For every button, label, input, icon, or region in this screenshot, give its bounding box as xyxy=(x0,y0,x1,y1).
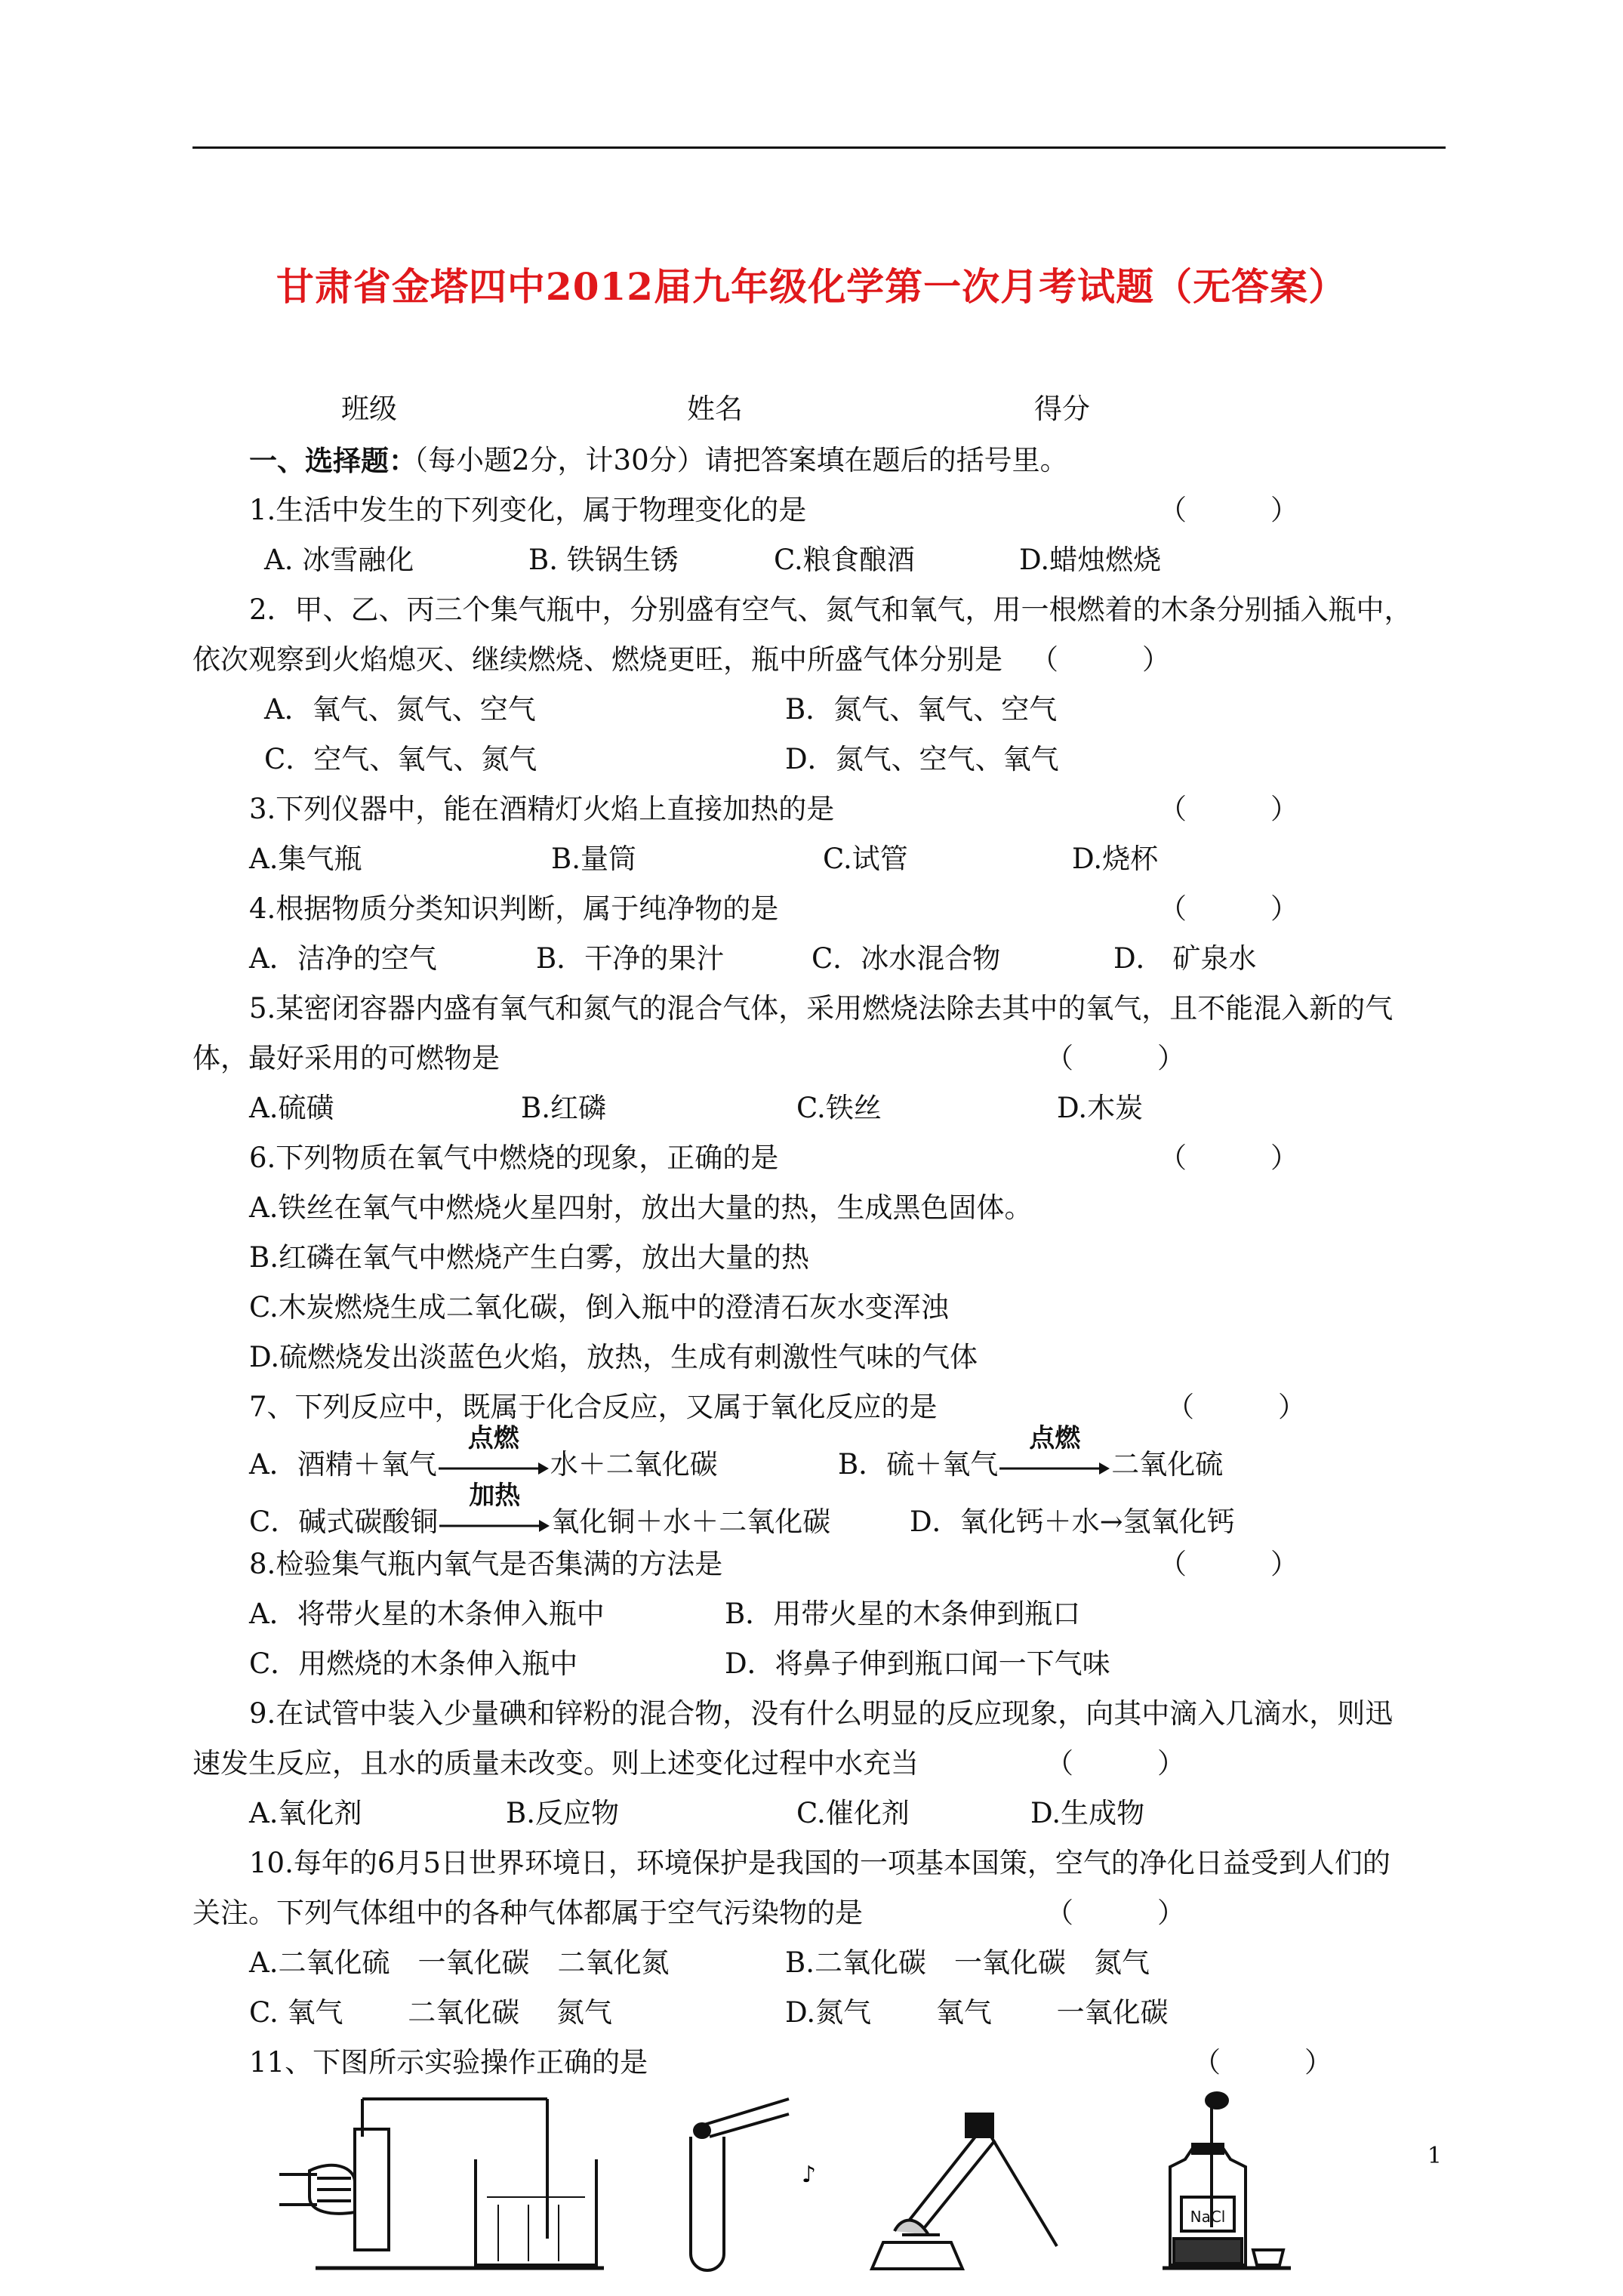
q2-answer-bracket: （ ） xyxy=(1030,643,1170,676)
q7-answer-bracket: （ ） xyxy=(1166,1391,1306,1423)
page-number: 1 xyxy=(1427,2143,1442,2169)
q1-answer-bracket: （ ） xyxy=(1159,494,1298,526)
section-note: （每小题2分，计30分）请把答案填在题后的括号里。 xyxy=(400,444,1068,476)
q7-a-right: 水＋二氧化碳 xyxy=(550,1448,718,1481)
section-title: 一、选择题： xyxy=(249,444,417,477)
q3-option-b: B.量筒 xyxy=(551,843,636,875)
exam-title: 甘肃省金塔四中2012届九年级化学第一次月考试题（无答案） xyxy=(276,264,1347,309)
name-label: 姓名 xyxy=(687,393,743,425)
q7-option-b xyxy=(838,1422,1224,1484)
class-label: 班级 xyxy=(341,393,397,425)
q7-a-left: A．酒精＋氧气 xyxy=(249,1448,437,1481)
q10-stem1: 10.每年的6月5日世界环境日，环境保护是我国的一项基本国策，空气的净化日益受到人们的 xyxy=(249,1847,1390,1879)
score-label: 得分 xyxy=(1034,393,1090,425)
airtightness-check-figure xyxy=(279,2099,604,2268)
nacl-bottle-figure xyxy=(1163,2093,1291,2268)
q3-option-c: C.试管 xyxy=(823,843,908,875)
q2-option-c: C．空气、氧气、氮气 xyxy=(264,743,537,775)
q5-option-d: D.木炭 xyxy=(1057,1092,1144,1124)
q8-option-b: B．用带火星的木条伸到瓶口 xyxy=(725,1598,1081,1630)
q5-option-c: C.铁丝 xyxy=(796,1092,882,1124)
q6-option-b: B.红磷在氧气中燃烧产生白雾，放出大量的热 xyxy=(249,1241,809,1274)
q9-option-b: B.反应物 xyxy=(506,1797,619,1829)
q10-stem2: 关注。下列气体组中的各种气体都属于空气污染物的是 xyxy=(192,1897,863,1929)
q1-option-a: A. 冰雪融化 xyxy=(264,544,414,576)
q2-option-a: A．氧气、氮气、空气 xyxy=(264,693,536,726)
q7-b-condition: 点燃 xyxy=(1029,1422,1081,1453)
reaction-arrow-icon xyxy=(438,1508,551,1541)
q8-stem: 8.检验集气瓶内氧气是否集满的方法是 xyxy=(249,1548,723,1580)
q7-c-arrow xyxy=(438,1480,551,1541)
q7-option-d: D．氧化钙＋水→氢氧化钙 xyxy=(910,1505,1235,1538)
q6-option-d: D.硫燃烧发出淡蓝色火焰，放热，生成有刺激性气味的气体 xyxy=(249,1341,978,1373)
q5-answer-bracket: （ ） xyxy=(1046,1042,1185,1074)
q5-stem2: 体，最好采用的可燃物是 xyxy=(192,1042,500,1074)
header-rule xyxy=(192,146,1446,149)
q8-option-d: D．将鼻子伸到瓶口闻一下气味 xyxy=(725,1647,1110,1680)
q9-answer-bracket: （ ） xyxy=(1046,1747,1185,1780)
q6-option-c: C.木炭燃烧生成二氧化碳，倒入瓶中的澄清石灰水变浑浊 xyxy=(249,1291,949,1324)
q4-option-c: C．冰水混合物 xyxy=(812,942,1001,975)
q10-option-d: D.氮气 氧气 一氧化碳 xyxy=(785,1996,1169,2029)
q11-stem: 11、下图所示实验操作正确的是 xyxy=(249,2046,648,2079)
q10-option-c: C. 氧气 二氧化碳 氮气 xyxy=(249,1996,613,2029)
q4-option-a: A．洁净的空气 xyxy=(249,942,437,975)
q2-option-d: D．氮气、空气、氧气 xyxy=(785,743,1059,775)
q7-option-c xyxy=(249,1480,831,1541)
q7-b-left: B．硫＋氧气 xyxy=(838,1448,999,1481)
stray-mark: ♪ xyxy=(802,2162,817,2188)
q7-c-right: 氧化铜＋水＋二氧化碳 xyxy=(551,1505,831,1538)
heating-test-tube-figure xyxy=(872,2114,1057,2269)
q8-option-c: C．用燃烧的木条伸入瓶中 xyxy=(249,1647,578,1680)
q1-option-d: D.蜡烛燃烧 xyxy=(1019,544,1162,576)
q1-stem: 1.生活中发生的下列变化，属于物理变化的是 xyxy=(249,494,807,526)
q7-c-condition: 加热 xyxy=(469,1480,521,1511)
q9-option-d: D.生成物 xyxy=(1030,1797,1145,1829)
q10-answer-bracket: （ ） xyxy=(1046,1897,1185,1929)
q9-option-c: C.催化剂 xyxy=(796,1797,910,1829)
q7-c-left: C．碱式碳酸铜 xyxy=(249,1505,439,1538)
q9-stem1: 9.在试管中装入少量碘和锌粉的混合物，没有什么明显的反应现象，向其中滴入几滴水，则迅 xyxy=(249,1697,1394,1730)
q7-b-arrow xyxy=(998,1422,1111,1484)
test-tube-dropper-figure xyxy=(691,2099,789,2270)
q3-answer-bracket: （ ） xyxy=(1159,793,1298,825)
q2-option-b: B．氮气、氧气、空气 xyxy=(785,693,1058,726)
q5-stem1: 5.某密闭容器内盛有氧气和氮气的混合气体，采用燃烧法除去其中的氧气，且不能混入新的气 xyxy=(249,992,1394,1025)
q3-option-d: D.烧杯 xyxy=(1072,843,1159,875)
q11-answer-bracket: （ ） xyxy=(1193,2046,1332,2079)
q4-stem: 4.根据物质分类知识判断，属于纯净物的是 xyxy=(249,892,779,925)
q5-option-b: B.红磷 xyxy=(521,1092,606,1124)
q7-stem: 7、下列反应中，既属于化合反应，又属于氧化反应的是 xyxy=(249,1391,938,1423)
q11-figures xyxy=(0,2084,1623,2280)
q9-stem2: 速发生反应，且水的质量未改变。则上述变化过程中水充当 xyxy=(192,1747,919,1780)
q7-b-right: 二氧化硫 xyxy=(1111,1448,1224,1481)
q1-option-c: C.粮食酿酒 xyxy=(774,544,915,576)
q3-option-a: A.集气瓶 xyxy=(249,843,362,875)
q7-a-condition: 点燃 xyxy=(467,1422,519,1453)
q2-stem2: 依次观察到火焰熄灭、继续燃烧、燃烧更旺，瓶中所盛气体分别是 xyxy=(192,643,1002,676)
q2-stem1: 2．甲、乙、丙三个集气瓶中，分别盛有空气、氮气和氧气，用一根燃着的木条分别插入瓶中， xyxy=(249,593,1412,626)
reaction-arrow-icon xyxy=(998,1450,1111,1484)
q6-stem: 6.下列物质在氧气中燃烧的现象，正确的是 xyxy=(249,1142,779,1174)
q1-option-b: B. 铁锅生锈 xyxy=(528,544,679,576)
q4-option-d: D． 矿泉水 xyxy=(1113,942,1257,975)
q5-option-a: A.硫磺 xyxy=(249,1092,334,1124)
q4-answer-bracket: （ ） xyxy=(1159,892,1298,925)
q10-option-b: B.二氧化碳 一氧化碳 氮气 xyxy=(785,1946,1150,1979)
q10-option-a: A.二氧化硫 一氧化碳 二氧化氮 xyxy=(249,1946,670,1979)
q9-option-a: A.氧化剂 xyxy=(249,1797,362,1829)
nacl-label: NaCl xyxy=(1190,2208,1226,2226)
q6-answer-bracket: （ ） xyxy=(1159,1142,1298,1174)
q8-option-a: A．将带火星的木条伸入瓶中 xyxy=(249,1598,605,1630)
q4-option-b: B．干净的果汁 xyxy=(536,942,725,975)
q8-answer-bracket: （ ） xyxy=(1159,1548,1298,1580)
q6-option-a: A.铁丝在氧气中燃烧火星四射，放出大量的热，生成黑色固体。 xyxy=(249,1191,1033,1224)
q3-stem: 3.下列仪器中，能在酒精灯火焰上直接加热的是 xyxy=(249,793,835,825)
